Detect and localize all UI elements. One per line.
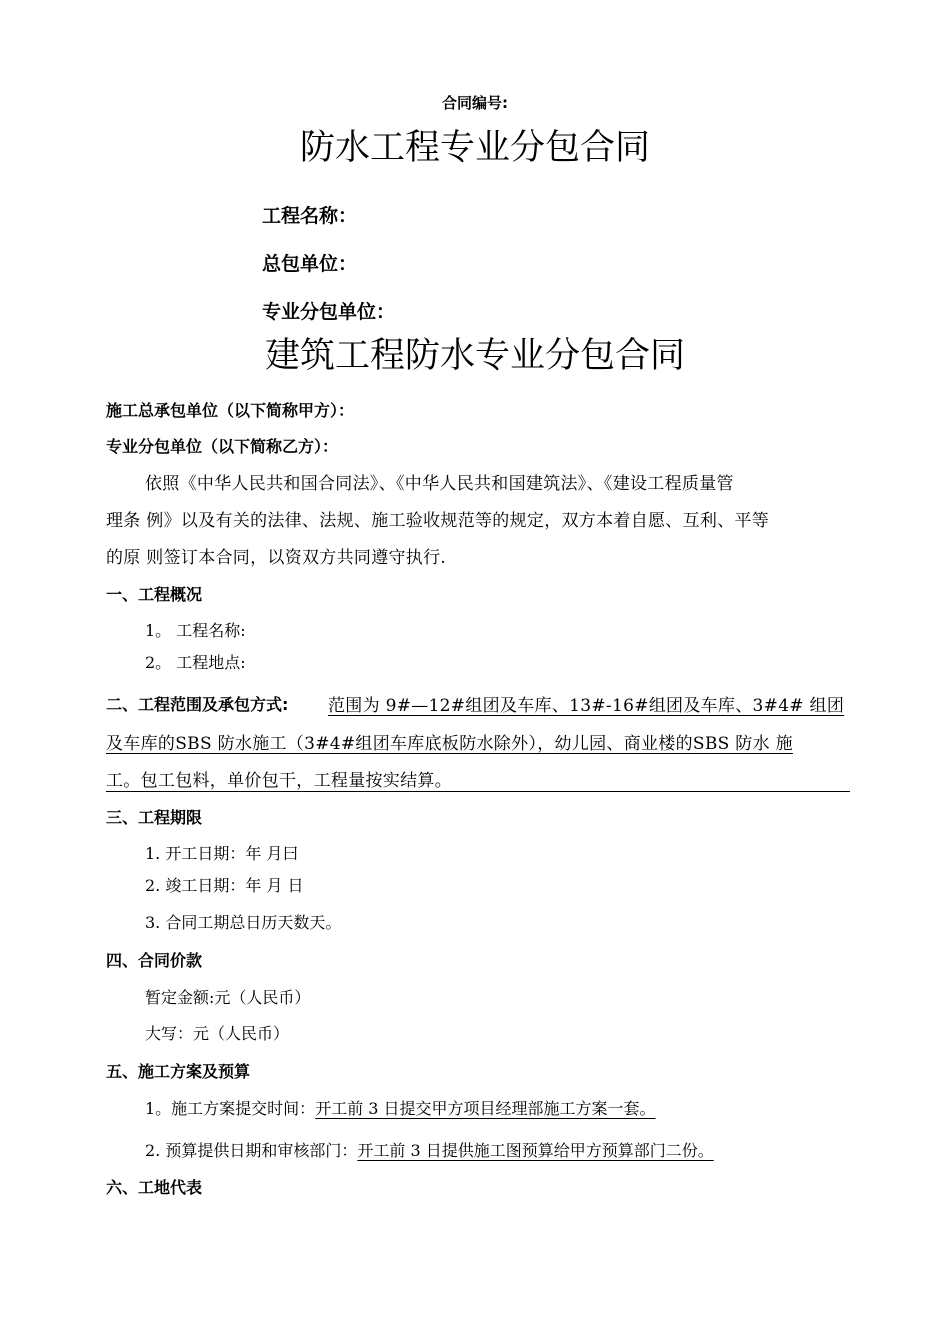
contract-subtitle: 建筑工程防水专业分包合同	[264, 336, 685, 376]
overview-item: 2。 工程地点:	[145, 653, 246, 672]
plan-item-value: 开工前 3 日提交甲方项目经理部施工方案一套。	[315, 1099, 656, 1118]
preamble-line: 依照《中华人民共和国合同法》、《中华人民共和国建筑法》、《建设工程质量管	[145, 474, 734, 494]
contract-number-label: 合同编号:	[442, 94, 508, 112]
section-heading-duration: 三、工程期限	[106, 808, 203, 827]
plan-item-label: 1。施工方案提交时间：	[145, 1099, 316, 1118]
duration-item: 2. 竣工日期：年 月 日	[145, 876, 304, 895]
document-title: 防水工程专业分包合同	[299, 128, 650, 168]
plan-item-label: 2. 预算提供日期和审核部门：	[145, 1141, 358, 1160]
plan-item-value: 开工前 3 日提供施工图预算给甲方预算部门二份。	[357, 1141, 714, 1160]
price-item: 大写：元（人民币）	[145, 1024, 290, 1043]
section-heading-overview: 一、工程概况	[106, 585, 203, 604]
preamble-line: 的原 则签订本合同，以资双方共同遵守执行.	[106, 548, 447, 568]
scope-line: 及车库的SBS 防水施工（3#4#组团车库底板防水除外），幼儿园、商业楼的SBS 防水 施	[106, 734, 793, 754]
section-heading-price: 四、合同价款	[106, 951, 203, 970]
preamble-line: 理条 例》以及有关的法律、法规、施工验收规范等的规定，双方本着自愿、互利、平等	[106, 511, 770, 531]
price-item: 暂定金额:元（人民币）	[145, 988, 311, 1007]
duration-item: 1. 开工日期：年 月曰	[145, 844, 299, 863]
plan-item	[145, 1138, 714, 1161]
duration-item: 3. 合同工期总日历天数天。	[145, 913, 342, 932]
cover-field-project-name: 工程名称：	[262, 205, 358, 227]
section-heading-plan: 五、施工方案及预算	[106, 1062, 251, 1081]
party-a-line: 施工总承包单位（以下简称甲方）：	[106, 401, 355, 420]
cover-field-general-contractor: 总包单位：	[262, 253, 358, 275]
party-b-line: 专业分包单位（以下简称乙方）：	[106, 437, 339, 456]
scope-line: 范围为 9#—12#组团及车库、13#-16#组团及车库、3#4# 组团	[328, 696, 845, 716]
overview-item: 1。 工程名称:	[145, 621, 246, 640]
scope-underline-rule	[106, 791, 850, 792]
section-heading-scope: 二、工程范围及承包方式:	[106, 695, 289, 714]
cover-field-subcontractor: 专业分包单位：	[262, 301, 396, 323]
section-heading-site-rep: 六、工地代表	[106, 1178, 203, 1197]
scope-line: 工。包工包料，单价包干，工程量按实结算。	[106, 771, 452, 791]
plan-item	[145, 1096, 656, 1119]
